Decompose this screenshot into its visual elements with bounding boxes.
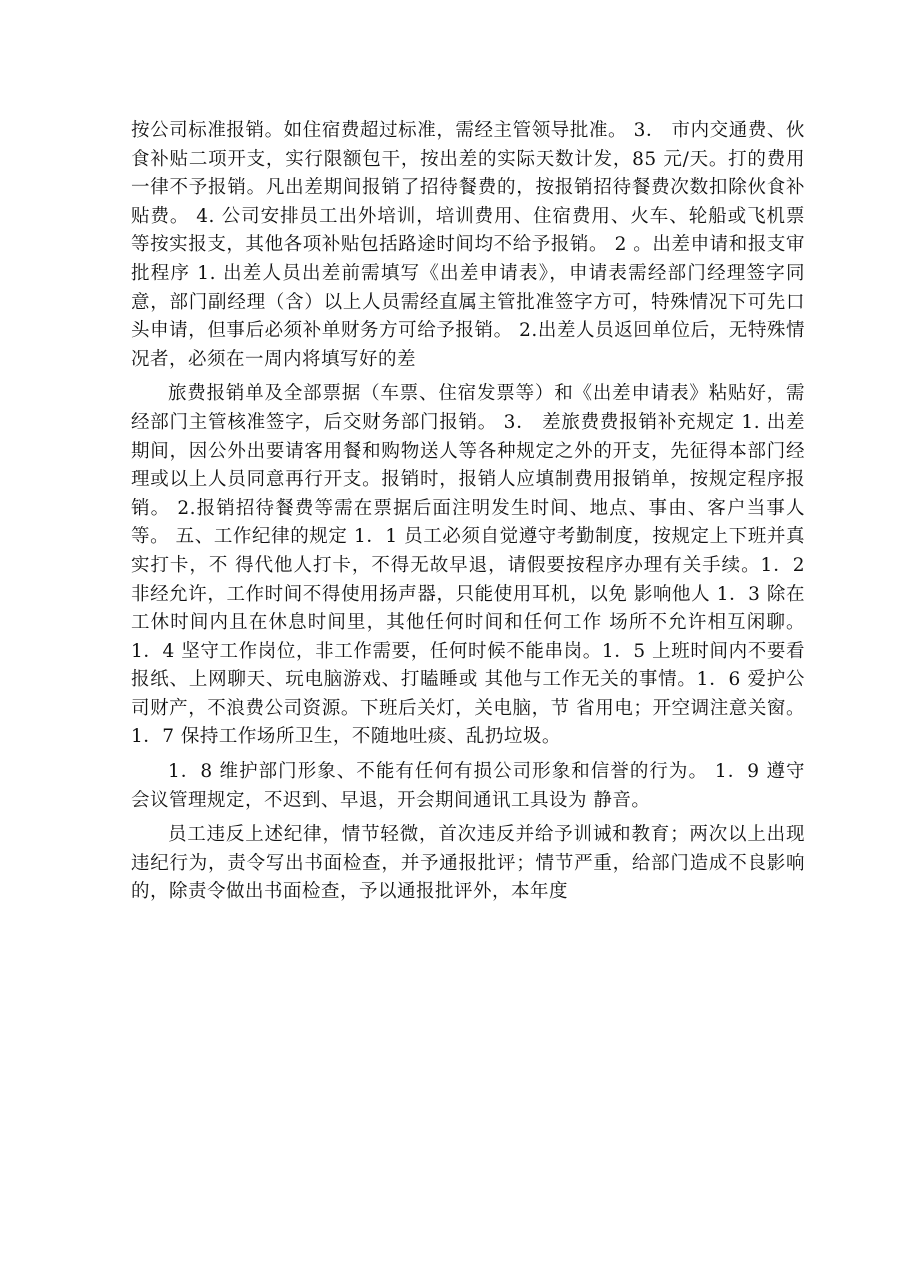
document-body	[131, 117, 812, 913]
paragraph-travel-expense-rules: 按公司标准报销。如住宿费超过标准，需经主管领导批准。 3． 市内交通费、伙食补贴二项开支，实行限额包干，按出差的实际天数计发，85 元/天。打的费用一律不予报销。凡出差期间报销了招待餐费的，按报销招待餐费次数扣除伙食补贴费。 4. 公司安排员工出外培训，培训费用、住宿费用、火车、轮船或飞机票等按实报支，其他各项补贴包括路途时间均不给予报销。 2 。出差申请和报支审批程序 1. 出差人员出差前需填写《出差申请表》，申请表需经部门经理签字同意，部门副经理（含）以上人员需经直属主管批准签字方可，特殊情况下可先口头申请，但事后必须补单财务方可给予报销。 2.出差人员返回单位后，无特殊情况者，必须在一周内将填写好的差	[131, 120, 805, 370]
paragraph-department-image-meetings: 1．8 维护部门形象、不能有任何有损公司形象和信誉的行为。 1．9 遵守会议管理规定，不迟到、早退，开会期间通讯工具设为 静音。	[131, 761, 805, 811]
paragraph-violation-penalties: 员工违反上述纪律，情节轻微，首次违反并给予训诫和教育；两次以上出现违纪行为，责令写出书面检查，并予通报批评；情节严重，给部门造成不良影响的，除责令做出书面检查，予以通报批评外，本年度	[131, 824, 805, 903]
paragraph-reimbursement-and-discipline: 旅费报销单及全部票据（车票、住宿发票等）和《出差申请表》粘贴好，需经部门主管核准签字，后交财务部门报销。 3． 差旅费费报销补充规定 1. 出差期间，因公外出要请客用餐和购物送人等各种规定之外的开支，先征得本部门经理或以上人员同意再行开支。报销时，报销人应填制费用报销单，按规定程序报销。 2.报销招待餐费等需在票据后面注明发生时间、地点、事由、客户当事人等。 五、工作纪律的规定 1．1 员工必须自觉遵守考勤制度，按规定上下班并真实打卡，不 得代他人打卡，不得无故早退，请假要按程序办理有关手续。1．2 非经允许，工作时间不得使用扬声器，只能使用耳机，以免 影响他人 1．3 除在工休时间内且在休息时间里，其他任何时间和任何工作 场所不允许相互闲聊。1．4 坚守工作岗位，非工作需要，任何时候不能串岗。1．5 上班时间内不要看报纸、上网聊天、玩电脑游戏、打瞌睡或 其他与工作无关的事情。1．6 爱护公司财产，不浪费公司资源。下班后关灯，关电脑，节 省用电；开空调注意关窗。 1．7 保持工作场所卫生，不随地吐痰、乱扔垃圾。	[131, 383, 812, 748]
